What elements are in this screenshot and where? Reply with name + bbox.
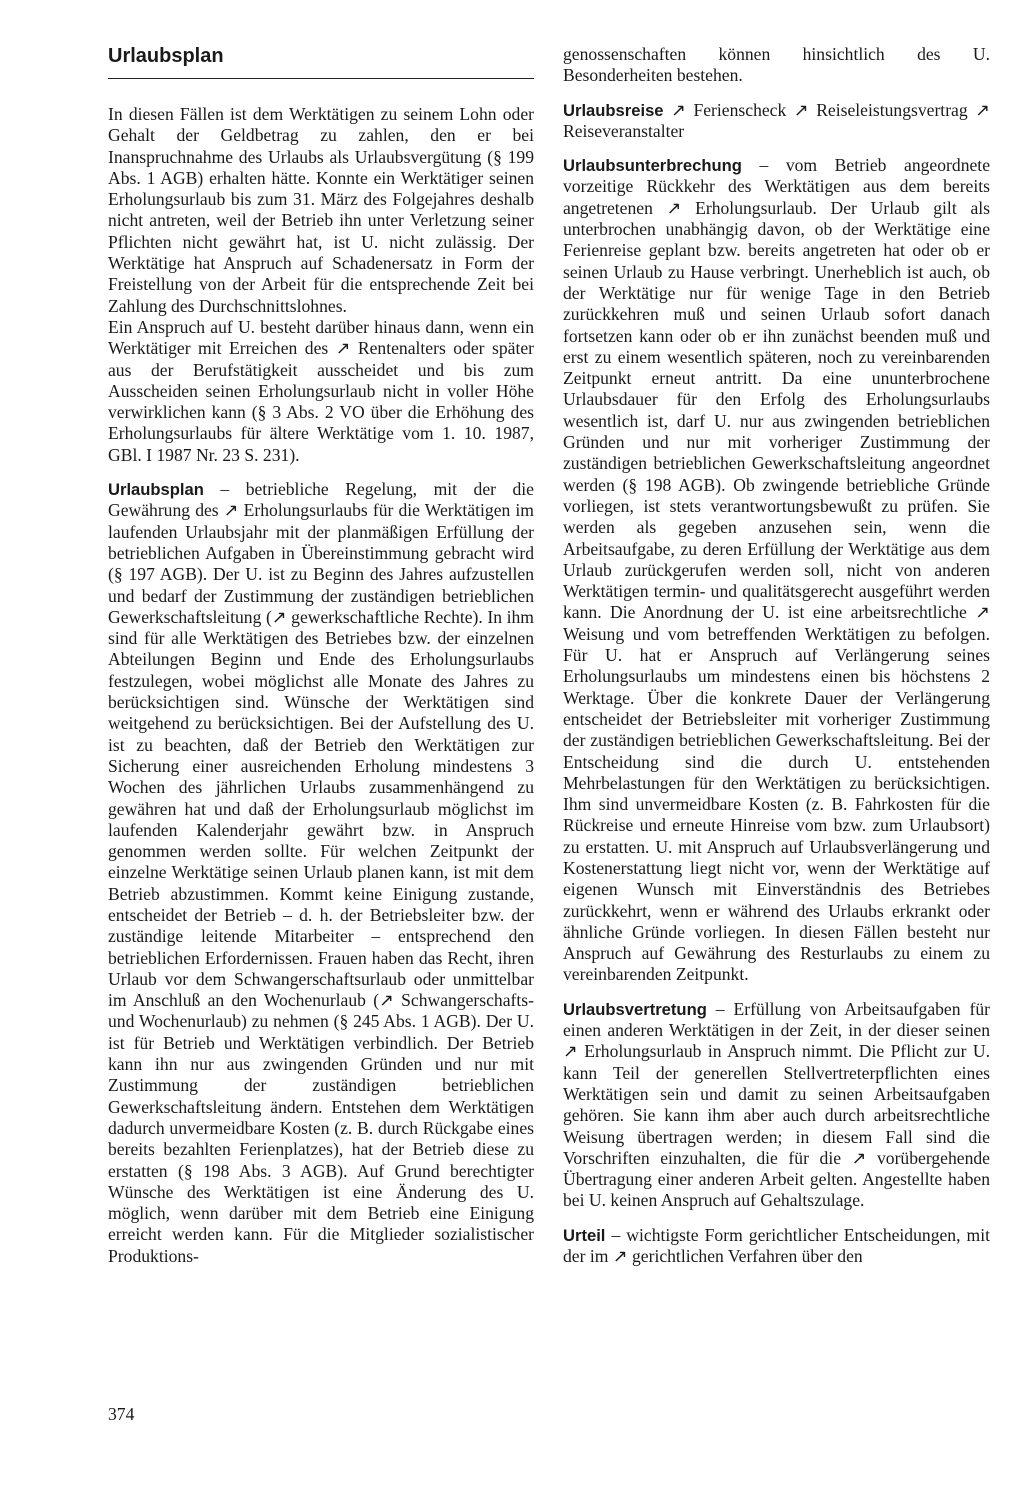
entry-term: Urteil — [563, 1225, 606, 1245]
entry-urlaubsplan — [108, 479, 534, 1267]
entry-text: ↗ Ferienscheck ↗ Reiseleistungsvertrag ↗ Reiseveranstalter — [563, 99, 990, 141]
paragraph-compensation: In diesen Fällen ist dem Werktätigen zu seinem Lohn oder Gehalt der Geldbetrag zu zahlen, den er bei Inanspruchnahme des Urlaubs als Urlaubsvergütung (§ 199 Abs. 1 AGB) erhalten hätte. Konnte ein Werktätiger seinen Erholungsurlaub bis zum 31. März des Folgejahres deshalb nicht antreten, weil der Betrieb ihn unter Verletzung seiner Pflichten nicht gewährt hat, ist U. nicht zulässig. Der Werktätige hat Anspruch auf Schadenersatz in Form der Freistellung von der Arbeit für die entsprechende Zeit bei Zahlung des Durchschnittslohnes. — [108, 104, 534, 316]
entry-urteil — [563, 1225, 990, 1268]
paragraph-continuation: genossenschaften können hinsichtlich des U. Besonderheiten bestehen. — [563, 44, 990, 86]
entry-term: Urlaubsplan — [108, 480, 204, 500]
entry-urlaubsunterbrechung — [563, 155, 990, 986]
entry-urlaubsvertretung — [563, 999, 990, 1212]
header-rule — [108, 78, 534, 79]
page-number: 374 — [108, 1404, 135, 1424]
entry-text: – Erfüllung von Arbeitsaufgaben für einen anderen Werktätigen in der Zeit, in der dieser seinen ↗ Erholungsurlaub in Anspruch nimmt. Die Pflicht zur U. kann Teil der generellen Stellvertreterpflichten eines Werktätigen sein und damit zu seinen Arbeitsaufgaben gehören. Sie kann ihm aber auch durch arbeitsrechtliche Weisung übertragen werden; in diesem Fall sind die Vorschriften einzuhalten, die für die ↗ vorübergehende Übertragung einer anderen Arbeit gelten. Angestellte haben bei U. keinen Anspruch auf Gehaltszulage. — [563, 998, 990, 1211]
entry-text: – vom Betrieb angeordnete vorzeitige Rückkehr des Werktätigen aus dem bereits angetretenen ↗ Erholungsurlaub. Der Urlaub gilt als unterbrochen unabhängig davon, ob der Werktätige eine Ferienreise geplant bzw. bereits angetreten hat oder ob er seinen Urlaub zu Hause verbringt. Unerheblich ist auch, ob der Werktätige nur für wenige Tage in den Betrieb zurückkehren muß und seinen Urlaub sofort danach fortsetzen kann oder ob er ihn zunächst beenden muß und erst zu einem wesentlich späteren, noch zu vereinbarenden Zeitpunkt erneut antritt. Da eine ununterbrochene Urlaubsdauer für den Erfolg des Erholungsurlaubs wesentlich ist, darf U. nur aus zwingenden betrieblichen Gründen und nur mit vorheriger Zustimmung der zuständigen betrieblichen Gewerkschaftsleitung angeordnet werden (§ 198 AGB). Ob zwingende betriebliche Gründe vorliegen, ist stets verantwortungsbewußt zu prüfen. Sie werden als gegeben anzusehen sein, wenn die Arbeitsaufgabe, zu deren Erfüllung der Werktätige aus dem Urlaub zurückgerufen werden soll, nicht von anderen Werktätigen termin- und qualitätsgerecht ausgeführt werden kann. Die Anordnung der U. ist eine arbeitsrechtliche ↗ Weisung und vom betreffenden Werktätigen zu befolgen. Für U. hat er Anspruch auf Verlängerung seines Erholungsurlaubs um mindestens einen bis höchstens 2 Werktage. Über die konkrete Dauer der Verlängerung entscheidet der Betriebsleiter mit vorheriger Zustimmung der zuständigen betrieblichen Gewerkschaftsleitung. Bei der Entscheidung sind die durch U. entstehenden Mehrbelastungen für den Werktätigen zu berücksichtigen. Ihm sind unvermeidbare Kosten (z. B. Fahrkosten für die Rückreise und erneute Hinreise vom bzw. zum Urlaubsort) zu erstatten. U. mit Anspruch auf Urlaubsverlängerung und Kostenerstattung liegt nicht vor, wenn der Werktätige auf eigenen Wunsch mit Einverständnis des Betriebes zurückkehrt, wenn er während des Urlaubs erkrankt oder ähnliche Gründe vorliegen. In diesen Fällen besteht nur Anspruch auf Gewährung des Resturlaubs zu einem zu vereinbarenden Zeitpunkt. — [563, 155, 990, 985]
paragraph-retirement: Ein Anspruch auf U. besteht darüber hinaus dann, wenn ein Werktätiger mit Erreichen des ↗ Rentenalters oder später aus der Berufstätigkeit ausscheidet und bis zum Ausscheiden seinen Erholungsurlaub nicht in voller Höhe verwirklichen kann (§ 3 Abs. 2 VO über die Erhöhung des Erholungsurlaubs für ältere Werktätige vom 1. 10. 1987, GBl. I 1987 Nr. 23 S. 231). — [108, 316, 534, 465]
entry-term: Urlaubsvertretung — [563, 999, 707, 1019]
entry-urlaubsreise — [563, 100, 990, 143]
entry-text: – wichtigste Form gerichtlicher Entscheidungen, mit der im ↗ gerichtlichen Verfahren über den — [563, 1224, 990, 1267]
header-title: Urlaubsplan — [108, 45, 224, 67]
left-column — [108, 104, 534, 1267]
entry-term: Urlaubsunterbrechung — [563, 156, 742, 176]
running-header — [108, 44, 534, 68]
entry-term: Urlaubsreise — [563, 100, 664, 120]
entry-text: – betriebliche Regelung, mit der die Gewährung des ↗ Erholungsurlaubs für die Werktätigen im laufenden Urlaubsjahr mit der planmäßigen Erfüllung der betrieblichen Aufgaben in Übereinstimmung gebracht wird (§ 197 AGB). Der U. ist zu Beginn des Jahres aufzustellen und bedarf der Zustimmung der zuständigen betrieblichen Gewerkschaftsleitung (↗ gewerkschaftliche Rechte). In ihm sind für alle Werktätigen des Betriebes bzw. der einzelnen Abteilungen Beginn und Ende des Erholungsurlaubs festzulegen, wobei möglichst alle Monate des Jahres zu berücksichtigen sind. Wünsche der Werktätigen sind weitgehend zu berücksichtigen. Bei der Aufstellung des U. ist zu beachten, daß der Betrieb den Werktätigen zur Sicherung einer ausreichenden Erholung mindestens 3 Wochen des jährlichen Urlaubs zusammenhängend zu gewähren hat und daß der Erholungsurlaub möglichst im laufenden Kalenderjahr gewährt bzw. in Anspruch genommen werden sollte. Für welchen Zeitpunkt der einzelne Werktätige seinen Urlaub planen kann, ist mit dem Betrieb abzustimmen. Kommt keine Einigung zustande, entscheidet der Betrieb – d. h. der Betriebsleiter bzw. der zuständige leitende Mitarbeiter – entsprechend den betrieblichen Erfordernissen. Frauen haben das Recht, ihren Urlaub vor dem Schwangerschaftsurlaub oder unmittelbar im Anschluß an den Wochenurlaub (↗ Schwangerschafts- und Wochenurlaub) zu nehmen (§ 245 Abs. 1 AGB). Der U. ist für Betrieb und Werktätigen verbindlich. Der Betrieb kann ihn nur aus zwingenden Gründen und nur mit Zustimmung der zuständigen betrieblichen Gewerkschaftsleitung ändern. Entstehen dem Werktätigen dadurch unvermeidbare Kosten (z. B. durch Rückgabe eines bereits bezahlten Ferienplatzes), hat der Betrieb diese zu erstatten (§ 198 Abs. 3 AGB). Auf Grund berechtigter Wünsche des Werktätigen ist eine Änderung des U. möglich, wenn darüber mit dem Betrieb eine Einigung erreicht werden kann. Für die Mitglieder sozialistischer Produktions- — [108, 479, 534, 1266]
right-column — [563, 44, 990, 1267]
